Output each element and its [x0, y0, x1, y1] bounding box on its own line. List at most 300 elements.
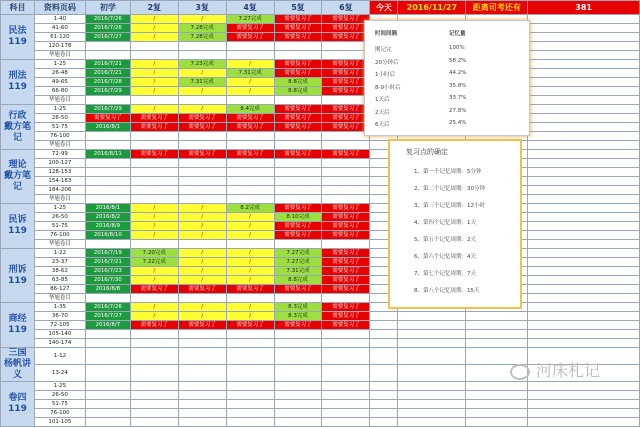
first-study-cell[interactable]: [85, 382, 130, 391]
review-cell[interactable]: [178, 382, 226, 391]
review-cell[interactable]: 8.4完成: [226, 105, 274, 114]
empty-cell[interactable]: [528, 159, 640, 168]
pages-cell[interactable]: 86-127: [34, 285, 85, 294]
first-study-cell[interactable]: 2016/7/26: [85, 24, 130, 33]
pages-cell[interactable]: 105-140: [34, 330, 85, 339]
empty-cell[interactable]: [528, 69, 640, 78]
review-cell[interactable]: [322, 365, 370, 382]
review-cell[interactable]: 需要复习了: [322, 312, 370, 321]
review-cell[interactable]: [274, 195, 322, 204]
review-cell[interactable]: [226, 51, 274, 60]
review-cell[interactable]: [274, 382, 322, 391]
review-cell[interactable]: [322, 195, 370, 204]
pages-cell[interactable]: 1-25: [34, 60, 85, 69]
remaining-label[interactable]: 距离司考还有: [466, 1, 528, 15]
review-cell[interactable]: [226, 391, 274, 400]
pages-cell[interactable]: 13-24: [34, 365, 85, 382]
empty-cell[interactable]: [528, 186, 640, 195]
empty-cell[interactable]: [528, 195, 640, 204]
review-cell[interactable]: [130, 365, 178, 382]
empty-cell[interactable]: [398, 312, 466, 321]
review-cell[interactable]: 需要复习了: [274, 114, 322, 123]
review-cell[interactable]: 需要复习了: [322, 231, 370, 240]
review-cell[interactable]: 需要复习了: [226, 321, 274, 330]
pages-cell[interactable]: 23-37: [34, 258, 85, 267]
empty-cell[interactable]: [528, 294, 640, 303]
review-cell[interactable]: [226, 195, 274, 204]
review-cell[interactable]: [274, 330, 322, 339]
review-cell[interactable]: [226, 141, 274, 150]
empty-cell[interactable]: [466, 321, 528, 330]
review-cell[interactable]: [178, 391, 226, 400]
review-cell[interactable]: 需要复习了: [322, 213, 370, 222]
review-cell[interactable]: [322, 339, 370, 348]
review-cell[interactable]: 需要复习了: [322, 285, 370, 294]
review-cell[interactable]: 需要复习了: [178, 150, 226, 159]
review-cell[interactable]: [178, 339, 226, 348]
first-study-cell[interactable]: 2016/8/1: [85, 123, 130, 132]
empty-cell[interactable]: [370, 348, 398, 365]
pages-cell[interactable]: 1-25: [34, 382, 85, 391]
first-study-cell[interactable]: 2016/7/30: [85, 276, 130, 285]
pages-cell[interactable]: 120-178: [34, 42, 85, 51]
pages-cell[interactable]: 41-60: [34, 24, 85, 33]
review-cell[interactable]: [226, 186, 274, 195]
subject-cell[interactable]: 刑法 119: [1, 60, 35, 105]
pages-cell[interactable]: 华旭卷目: [34, 96, 85, 105]
review-cell[interactable]: [274, 365, 322, 382]
header-review-3[interactable]: 3复: [178, 1, 226, 15]
review-cell[interactable]: [322, 186, 370, 195]
review-cell[interactable]: [274, 177, 322, 186]
review-cell[interactable]: [274, 294, 322, 303]
empty-cell[interactable]: [528, 177, 640, 186]
first-study-cell[interactable]: 2016/7/28: [85, 78, 130, 87]
first-study-cell[interactable]: 2016/8/9: [85, 222, 130, 231]
first-study-cell[interactable]: 2016/7/27: [85, 33, 130, 42]
first-study-cell[interactable]: [85, 141, 130, 150]
review-cell[interactable]: [274, 418, 322, 427]
first-study-cell[interactable]: 2016/8/2: [85, 213, 130, 222]
pages-cell[interactable]: 100-127: [34, 159, 85, 168]
review-cell[interactable]: [322, 348, 370, 365]
first-study-cell[interactable]: 2016/7/21: [85, 258, 130, 267]
review-cell[interactable]: [178, 177, 226, 186]
review-cell[interactable]: [130, 132, 178, 141]
review-cell[interactable]: /: [178, 312, 226, 321]
review-cell[interactable]: [130, 42, 178, 51]
review-cell[interactable]: /: [130, 312, 178, 321]
empty-cell[interactable]: [528, 87, 640, 96]
pages-cell[interactable]: 101-105: [34, 418, 85, 427]
today-label[interactable]: 今天: [370, 1, 398, 15]
first-study-cell[interactable]: 2016/7/26: [85, 303, 130, 312]
empty-cell[interactable]: [528, 409, 640, 418]
review-cell[interactable]: /: [130, 78, 178, 87]
review-cell[interactable]: 7.22完成: [130, 258, 178, 267]
subject-cell[interactable]: 商经 119: [1, 303, 35, 348]
review-cell[interactable]: [322, 418, 370, 427]
subject-cell[interactable]: 理论 戴方笔记: [1, 150, 35, 204]
review-cell[interactable]: [178, 240, 226, 249]
review-cell[interactable]: /: [130, 24, 178, 33]
empty-cell[interactable]: [528, 60, 640, 69]
empty-cell[interactable]: [528, 303, 640, 312]
review-cell[interactable]: 需要复习了: [274, 231, 322, 240]
review-cell[interactable]: 8.10完成: [274, 213, 322, 222]
empty-cell[interactable]: [528, 391, 640, 400]
first-study-cell[interactable]: [85, 195, 130, 204]
empty-cell[interactable]: [528, 382, 640, 391]
review-cell[interactable]: [322, 132, 370, 141]
empty-cell[interactable]: [370, 391, 398, 400]
review-cell[interactable]: [226, 96, 274, 105]
subject-cell[interactable]: 刑诉 119: [1, 249, 35, 303]
pages-cell[interactable]: 184-206: [34, 186, 85, 195]
review-cell[interactable]: [274, 186, 322, 195]
empty-cell[interactable]: [370, 409, 398, 418]
empty-cell[interactable]: [466, 391, 528, 400]
review-cell[interactable]: 需要复习了: [130, 114, 178, 123]
review-cell[interactable]: [226, 330, 274, 339]
first-study-cell[interactable]: 2016/7/21: [85, 60, 130, 69]
review-cell[interactable]: [178, 96, 226, 105]
review-cell[interactable]: 需要复习了: [322, 33, 370, 42]
empty-cell[interactable]: [466, 418, 528, 427]
review-cell[interactable]: 需要复习了: [322, 105, 370, 114]
subject-cell[interactable]: 民法 119: [1, 15, 35, 60]
pages-cell[interactable]: 1-40: [34, 15, 85, 24]
review-cell[interactable]: /: [130, 231, 178, 240]
today-date[interactable]: 2016/11/27: [398, 1, 466, 15]
review-cell[interactable]: [274, 132, 322, 141]
review-cell[interactable]: /: [226, 222, 274, 231]
empty-cell[interactable]: [528, 276, 640, 285]
pages-cell[interactable]: 26-48: [34, 69, 85, 78]
empty-cell[interactable]: [398, 321, 466, 330]
review-cell[interactable]: /: [130, 204, 178, 213]
pages-cell[interactable]: 26-50: [34, 391, 85, 400]
review-cell[interactable]: [130, 418, 178, 427]
review-cell[interactable]: 需要复习了: [274, 150, 322, 159]
review-cell[interactable]: /: [178, 213, 226, 222]
review-cell[interactable]: [178, 141, 226, 150]
header-subject[interactable]: 科目: [1, 1, 35, 15]
review-cell[interactable]: 7.27完成: [226, 15, 274, 24]
first-study-cell[interactable]: [85, 51, 130, 60]
pages-cell[interactable]: 154-183: [34, 177, 85, 186]
review-cell[interactable]: [226, 159, 274, 168]
review-cell[interactable]: /: [130, 213, 178, 222]
empty-cell[interactable]: [398, 382, 466, 391]
first-study-cell[interactable]: [85, 168, 130, 177]
review-cell[interactable]: [274, 348, 322, 365]
empty-cell[interactable]: [528, 249, 640, 258]
first-study-cell[interactable]: [85, 96, 130, 105]
review-cell[interactable]: [130, 195, 178, 204]
header-review-4[interactable]: 4复: [226, 1, 274, 15]
review-cell[interactable]: [274, 141, 322, 150]
header-review-6[interactable]: 6复: [322, 1, 370, 15]
review-cell[interactable]: [130, 168, 178, 177]
review-cell[interactable]: /: [178, 15, 226, 24]
pages-cell[interactable]: 51-75: [34, 222, 85, 231]
review-cell[interactable]: 8.2完成: [226, 204, 274, 213]
review-cell[interactable]: 需要复习了: [274, 24, 322, 33]
first-study-cell[interactable]: 2016/7/29: [85, 105, 130, 114]
first-study-cell[interactable]: 2016/7/27: [85, 312, 130, 321]
review-cell[interactable]: /: [130, 105, 178, 114]
review-cell[interactable]: 需要复习了: [322, 24, 370, 33]
first-study-cell[interactable]: [85, 409, 130, 418]
first-study-cell[interactable]: [85, 418, 130, 427]
empty-cell[interactable]: [398, 339, 466, 348]
review-cell[interactable]: [178, 195, 226, 204]
pages-cell[interactable]: 63-85: [34, 276, 85, 285]
review-cell[interactable]: /: [226, 213, 274, 222]
empty-cell[interactable]: [370, 312, 398, 321]
review-cell[interactable]: 7.31完成: [226, 69, 274, 78]
empty-cell[interactable]: [398, 365, 466, 382]
review-cell[interactable]: 需要复习了: [178, 285, 226, 294]
review-cell[interactable]: 需要复习了: [226, 33, 274, 42]
first-study-cell[interactable]: [85, 348, 130, 365]
empty-cell[interactable]: [466, 339, 528, 348]
review-cell[interactable]: 需要复习了: [274, 15, 322, 24]
pages-cell[interactable]: 49-65: [34, 78, 85, 87]
review-cell[interactable]: 需要复习了: [130, 150, 178, 159]
review-cell[interactable]: 需要复习了: [322, 60, 370, 69]
review-cell[interactable]: 需要复习了: [322, 204, 370, 213]
empty-cell[interactable]: [370, 330, 398, 339]
review-cell[interactable]: [178, 159, 226, 168]
review-cell[interactable]: [178, 330, 226, 339]
review-cell[interactable]: [130, 339, 178, 348]
review-cell[interactable]: [274, 240, 322, 249]
empty-cell[interactable]: [370, 321, 398, 330]
review-cell[interactable]: 需要复习了: [322, 78, 370, 87]
review-cell[interactable]: 7.28完成: [178, 24, 226, 33]
review-cell[interactable]: [130, 409, 178, 418]
review-cell[interactable]: /: [130, 267, 178, 276]
pages-cell[interactable]: 61-120: [34, 33, 85, 42]
review-cell[interactable]: 需要复习了: [226, 150, 274, 159]
review-cell[interactable]: [130, 159, 178, 168]
pages-cell[interactable]: 76-100: [34, 409, 85, 418]
review-cell[interactable]: [274, 339, 322, 348]
review-cell[interactable]: [226, 339, 274, 348]
empty-cell[interactable]: [528, 222, 640, 231]
review-cell[interactable]: [130, 186, 178, 195]
review-cell[interactable]: 需要复习了: [274, 321, 322, 330]
first-study-cell[interactable]: [85, 330, 130, 339]
review-cell[interactable]: 需要复习了: [322, 249, 370, 258]
review-cell[interactable]: [130, 96, 178, 105]
review-cell[interactable]: 需要复习了: [274, 33, 322, 42]
review-cell[interactable]: [322, 42, 370, 51]
review-cell[interactable]: [226, 42, 274, 51]
review-cell[interactable]: 需要复习了: [274, 123, 322, 132]
first-study-cell[interactable]: 需要复习了: [85, 114, 130, 123]
pages-cell[interactable]: 36-70: [34, 312, 85, 321]
empty-cell[interactable]: [528, 42, 640, 51]
review-cell[interactable]: /: [226, 267, 274, 276]
review-cell[interactable]: /: [178, 276, 226, 285]
first-study-cell[interactable]: 2016/8/7: [85, 321, 130, 330]
empty-cell[interactable]: [528, 418, 640, 427]
empty-cell[interactable]: [528, 78, 640, 87]
review-cell[interactable]: 需要复习了: [322, 267, 370, 276]
review-cell[interactable]: [322, 51, 370, 60]
review-cell[interactable]: [322, 409, 370, 418]
review-cell[interactable]: [130, 348, 178, 365]
first-study-cell[interactable]: 2016/7/19: [85, 249, 130, 258]
subject-cell[interactable]: 民诉 119: [1, 204, 35, 249]
first-study-cell[interactable]: 2016/8/1: [85, 204, 130, 213]
review-cell[interactable]: [130, 141, 178, 150]
pages-cell[interactable]: 51-75: [34, 400, 85, 409]
review-cell[interactable]: [178, 186, 226, 195]
empty-cell[interactable]: [370, 382, 398, 391]
first-study-cell[interactable]: 2016/8/10: [85, 231, 130, 240]
review-cell[interactable]: 需要复习了: [274, 285, 322, 294]
review-cell[interactable]: 需要复习了: [274, 204, 322, 213]
empty-cell[interactable]: [528, 15, 640, 24]
review-cell[interactable]: 7.27完成: [274, 258, 322, 267]
review-cell[interactable]: [274, 42, 322, 51]
pages-cell[interactable]: 1-12: [34, 348, 85, 365]
empty-cell[interactable]: [528, 330, 640, 339]
review-cell[interactable]: 需要复习了: [322, 222, 370, 231]
empty-cell[interactable]: [398, 418, 466, 427]
review-cell[interactable]: 需要复习了: [322, 87, 370, 96]
review-cell[interactable]: [274, 391, 322, 400]
review-cell[interactable]: 8.8完成: [274, 276, 322, 285]
review-cell[interactable]: [274, 51, 322, 60]
pages-cell[interactable]: 1-25: [34, 204, 85, 213]
review-cell[interactable]: [322, 159, 370, 168]
review-cell[interactable]: 需要复习了: [178, 123, 226, 132]
review-cell[interactable]: [226, 418, 274, 427]
review-cell[interactable]: [322, 168, 370, 177]
first-study-cell[interactable]: [85, 365, 130, 382]
review-cell[interactable]: /: [130, 303, 178, 312]
pages-cell[interactable]: 72-105: [34, 321, 85, 330]
empty-cell[interactable]: [398, 391, 466, 400]
first-study-cell[interactable]: 2016/7/21: [85, 69, 130, 78]
review-cell[interactable]: /: [178, 231, 226, 240]
review-cell[interactable]: 8.3完成: [274, 303, 322, 312]
review-cell[interactable]: /: [226, 60, 274, 69]
empty-cell[interactable]: [528, 267, 640, 276]
empty-cell[interactable]: [528, 24, 640, 33]
review-cell[interactable]: /: [178, 105, 226, 114]
header-material[interactable]: 资料页码: [34, 1, 85, 15]
review-cell[interactable]: [274, 96, 322, 105]
pages-cell[interactable]: 华旭卷目: [34, 141, 85, 150]
pages-cell[interactable]: 76-100: [34, 231, 85, 240]
review-cell[interactable]: /: [178, 249, 226, 258]
first-study-cell[interactable]: [85, 159, 130, 168]
review-cell[interactable]: [130, 330, 178, 339]
review-cell[interactable]: 需要复习了: [274, 105, 322, 114]
review-cell[interactable]: 7.23完成: [178, 60, 226, 69]
empty-cell[interactable]: [528, 213, 640, 222]
review-cell[interactable]: 8.8完成: [274, 87, 322, 96]
first-study-cell[interactable]: [85, 240, 130, 249]
review-cell[interactable]: 需要复习了: [226, 285, 274, 294]
empty-cell[interactable]: [398, 348, 466, 365]
empty-cell[interactable]: [528, 204, 640, 213]
review-cell[interactable]: /: [130, 15, 178, 24]
empty-cell[interactable]: [466, 382, 528, 391]
empty-cell[interactable]: [370, 418, 398, 427]
review-cell[interactable]: [274, 168, 322, 177]
empty-cell[interactable]: [466, 312, 528, 321]
pages-cell[interactable]: 1-22: [34, 249, 85, 258]
review-cell[interactable]: /: [226, 303, 274, 312]
review-cell[interactable]: /: [178, 204, 226, 213]
review-cell[interactable]: [322, 330, 370, 339]
empty-cell[interactable]: [528, 168, 640, 177]
pages-cell[interactable]: 51-75: [34, 123, 85, 132]
pages-cell[interactable]: 华旭卷目: [34, 294, 85, 303]
empty-cell[interactable]: [528, 231, 640, 240]
review-cell[interactable]: [322, 294, 370, 303]
review-cell[interactable]: [130, 240, 178, 249]
review-cell[interactable]: [130, 294, 178, 303]
review-cell[interactable]: /: [178, 267, 226, 276]
header-review-5[interactable]: 5复: [274, 1, 322, 15]
empty-cell[interactable]: [528, 33, 640, 42]
review-cell[interactable]: 需要复习了: [322, 258, 370, 267]
empty-cell[interactable]: [528, 51, 640, 60]
empty-cell[interactable]: [528, 105, 640, 114]
first-study-cell[interactable]: [85, 186, 130, 195]
empty-cell[interactable]: [528, 285, 640, 294]
review-cell[interactable]: [226, 294, 274, 303]
review-cell[interactable]: [226, 348, 274, 365]
first-study-cell[interactable]: [85, 132, 130, 141]
review-cell[interactable]: [178, 365, 226, 382]
review-cell[interactable]: [178, 294, 226, 303]
review-cell[interactable]: [226, 382, 274, 391]
review-cell[interactable]: [178, 42, 226, 51]
review-cell[interactable]: 7.20完成: [130, 249, 178, 258]
review-cell[interactable]: 需要复习了: [226, 114, 274, 123]
pages-cell[interactable]: 1-25: [34, 105, 85, 114]
empty-cell[interactable]: [398, 409, 466, 418]
empty-cell[interactable]: [528, 123, 640, 132]
review-cell[interactable]: [274, 409, 322, 418]
empty-cell[interactable]: [528, 339, 640, 348]
review-cell[interactable]: [322, 177, 370, 186]
pages-cell[interactable]: 76-100: [34, 132, 85, 141]
review-cell[interactable]: 7.31完成: [274, 267, 322, 276]
review-cell[interactable]: [178, 132, 226, 141]
review-cell[interactable]: 需要复习了: [322, 114, 370, 123]
review-cell[interactable]: [130, 391, 178, 400]
empty-cell[interactable]: [466, 330, 528, 339]
empty-cell[interactable]: [398, 330, 466, 339]
review-cell[interactable]: 7.31完成: [178, 78, 226, 87]
review-cell[interactable]: /: [178, 258, 226, 267]
pages-cell[interactable]: 72-99: [34, 150, 85, 159]
review-cell[interactable]: [178, 409, 226, 418]
header-review-2[interactable]: 2复: [130, 1, 178, 15]
review-cell[interactable]: 需要复习了: [322, 123, 370, 132]
review-cell[interactable]: /: [130, 87, 178, 96]
